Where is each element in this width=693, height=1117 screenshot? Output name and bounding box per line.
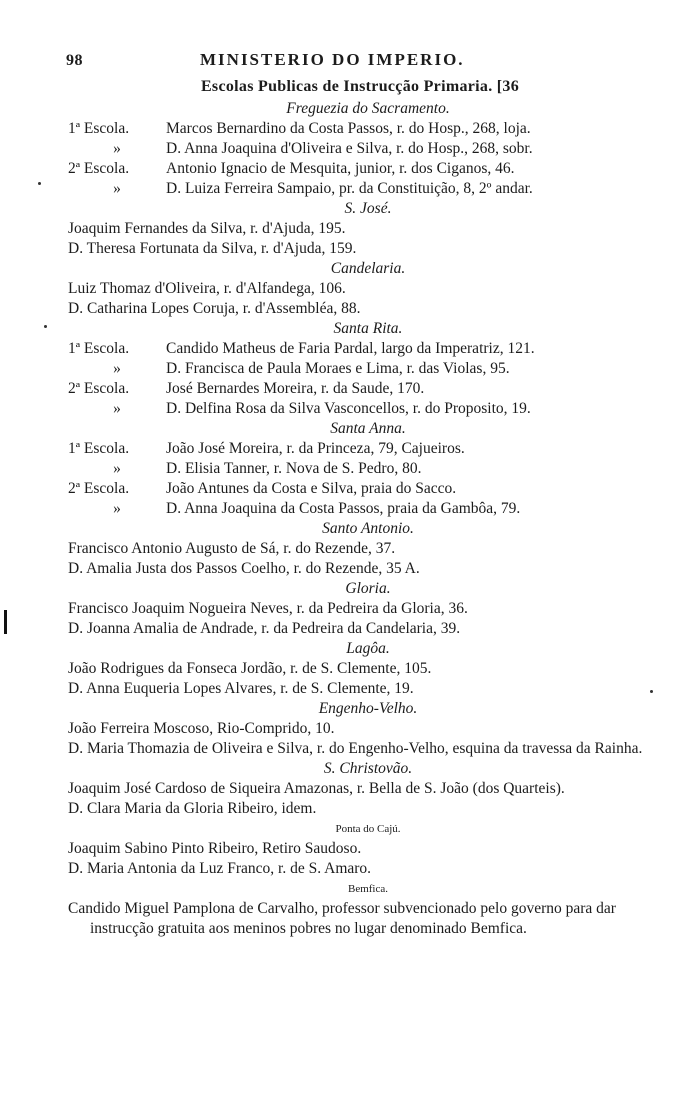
parish-section [68,99,648,199]
school-label: 2ª Escola. [68,480,130,497]
school-entry [68,299,648,319]
school-entry [68,239,648,259]
school-label: 1ª Escola. [68,120,130,137]
school-entry [68,379,648,399]
parish-section [68,259,648,319]
school-entry [68,799,648,819]
school-label: » [113,360,121,377]
school-entry [68,459,648,479]
parish-title: Lagôa. [346,640,390,657]
teacher-address: Francisco Antonio Augusto de Sá, r. do Rezende, 37. [68,540,396,557]
school-label: 1ª Escola. [68,440,130,457]
school-entry [68,719,648,739]
teacher-address: João José Moreira, r. da Princeza, 79, Cajueiros. [166,440,465,457]
school-entry [68,779,648,799]
school-entry [68,359,648,379]
teacher-address: D. Anna Joaquina d'Oliveira e Silva, r. do Hosp., 268, sobr. [166,140,533,157]
teacher-address: D. Joanna Amalia de Andrade, r. da Pedreira da Candelaria, 39. [68,620,461,637]
teacher-address: D. Anna Euqueria Lopes Alvares, r. de S. Clemente, 19. [68,680,414,697]
school-entry [68,179,648,199]
parish-title: Santa Rita. [333,320,403,337]
teacher-address: D. Anna Joaquina da Costa Passos, praia da Gambôa, 79. [166,500,521,517]
teacher-address: D. Delfina Rosa da Silva Vasconcellos, r. do Proposito, 19. [166,400,531,417]
school-label: » [113,460,121,477]
teacher-address: Antonio Ignacio de Mesquita, junior, r. dos Ciganos, 46. [166,160,515,177]
school-entry [68,739,648,759]
school-entry [68,119,648,139]
parish-title: Gloria. [345,580,391,597]
teacher-address: João Antunes da Costa e Silva, praia do Sacco. [166,480,457,497]
school-entry [68,539,648,559]
school-entry [68,859,648,879]
school-label: » [113,180,121,197]
teacher-address: D. Luiza Ferreira Sampaio, pr. da Constituição, 8, 2º andar. [166,180,533,197]
teacher-address: João Rodrigues da Fonseca Jordão, r. de S. Clemente, 105. [68,660,432,677]
school-entry [68,499,648,519]
teacher-address: Joaquim Sabino Pinto Ribeiro, Retiro Saudoso. [68,840,362,857]
ink-dot [38,182,41,185]
teacher-address: D. Catharina Lopes Coruja, r. d'Assembléa, 88. [68,300,361,317]
parish-section [68,639,648,699]
teacher-address: D. Francisca de Paula Moraes e Lima, r. das Violas, 95. [166,360,510,377]
parish-section [68,319,648,419]
parish-title: Bemfica. [347,883,388,895]
school-entry [68,839,648,859]
schools-list [68,99,648,939]
parish-title: Ponta do Cajú. [335,823,401,835]
school-entry [68,219,648,239]
school-entry [68,139,648,159]
teacher-address: D. Clara Maria da Gloria Ribeiro, idem. [68,800,317,817]
teacher-address: D. Maria Thomazia de Oliveira e Silva, r. do Engenho-Velho, esquina da travessa da Rainha. [68,740,643,757]
school-entry [68,659,648,679]
teacher-address: D. Elisia Tanner, r. Nova de S. Pedro, 80. [166,460,422,477]
parish-section [68,699,648,759]
school-label: » [113,500,121,517]
school-label: » [113,140,121,157]
teacher-address: Joaquim Fernandes da Silva, r. d'Ajuda, 195. [68,220,346,237]
teacher-address: Candido Matheus de Faria Pardal, largo da Imperatriz, 121. [166,340,535,357]
school-entry [68,339,648,359]
school-label: 1ª Escola. [68,340,130,357]
teacher-address: Francisco Joaquim Nogueira Neves, r. da Pedreira da Gloria, 36. [68,600,468,617]
parish-section [68,199,648,259]
parish-section [68,879,648,939]
school-entry [68,559,648,579]
school-entry [68,439,648,459]
parish-section [68,819,648,879]
parish-section [68,759,648,819]
school-label: » [113,400,121,417]
teacher-address: D. Amalia Justa dos Passos Coelho, r. do Rezende, 35 A. [68,560,420,577]
ink-dot [650,690,653,693]
school-entry [68,599,648,619]
teacher-address: Candido Miguel Pamplona de Carvalho, professor subvencionado pelo governo para dar instrucção gratuita aos meninos pobres no lugar denominado Bemfica. [68,900,616,937]
teacher-address: D. Maria Antonia da Luz Franco, r. de S. Amaro. [68,860,372,877]
parish-section [68,579,648,639]
school-entry [68,159,648,179]
margin-mark [4,610,7,634]
ink-dot [44,325,47,328]
teacher-address: José Bernardes Moreira, r. da Saude, 170. [166,380,425,397]
parish-section [68,419,648,519]
school-label: 2ª Escola. [68,160,130,177]
school-entry [68,479,648,499]
parish-title: Santo Antonio. [322,520,414,537]
school-entry [68,899,648,939]
parish-section [68,519,648,579]
parish-title: Santa Anna. [330,420,406,437]
teacher-address: Joaquim José Cardoso de Siqueira Amazonas, r. Bella de S. João (dos Quarteis). [68,780,565,797]
school-entry [68,619,648,639]
parish-title: Freguezia do Sacramento. [286,100,450,117]
school-entry [68,279,648,299]
teacher-address: Luiz Thomaz d'Oliveira, r. d'Alfandega, 106. [68,280,346,297]
section-heading: Escolas Publicas de Instrucção Primaria. [36 [200,78,520,95]
parish-title: S. Christovão. [323,760,413,777]
teacher-address: D. Theresa Fortunata da Silva, r. d'Ajuda, 159. [68,240,357,257]
page-number: 98 [66,52,83,69]
parish-title: Engenho-Velho. [318,700,418,717]
school-entry [68,679,648,699]
parish-title: S. José. [344,200,392,217]
teacher-address: João Ferreira Moscoso, Rio-Comprido, 10. [68,720,335,737]
school-entry [68,399,648,419]
teacher-address: Marcos Bernardino da Costa Passos, r. do Hosp., 268, loja. [166,120,531,137]
running-title: MINISTERIO DO IMPERIO. [200,50,465,69]
school-label: 2ª Escola. [68,380,130,397]
parish-title: Candelaria. [330,260,406,277]
